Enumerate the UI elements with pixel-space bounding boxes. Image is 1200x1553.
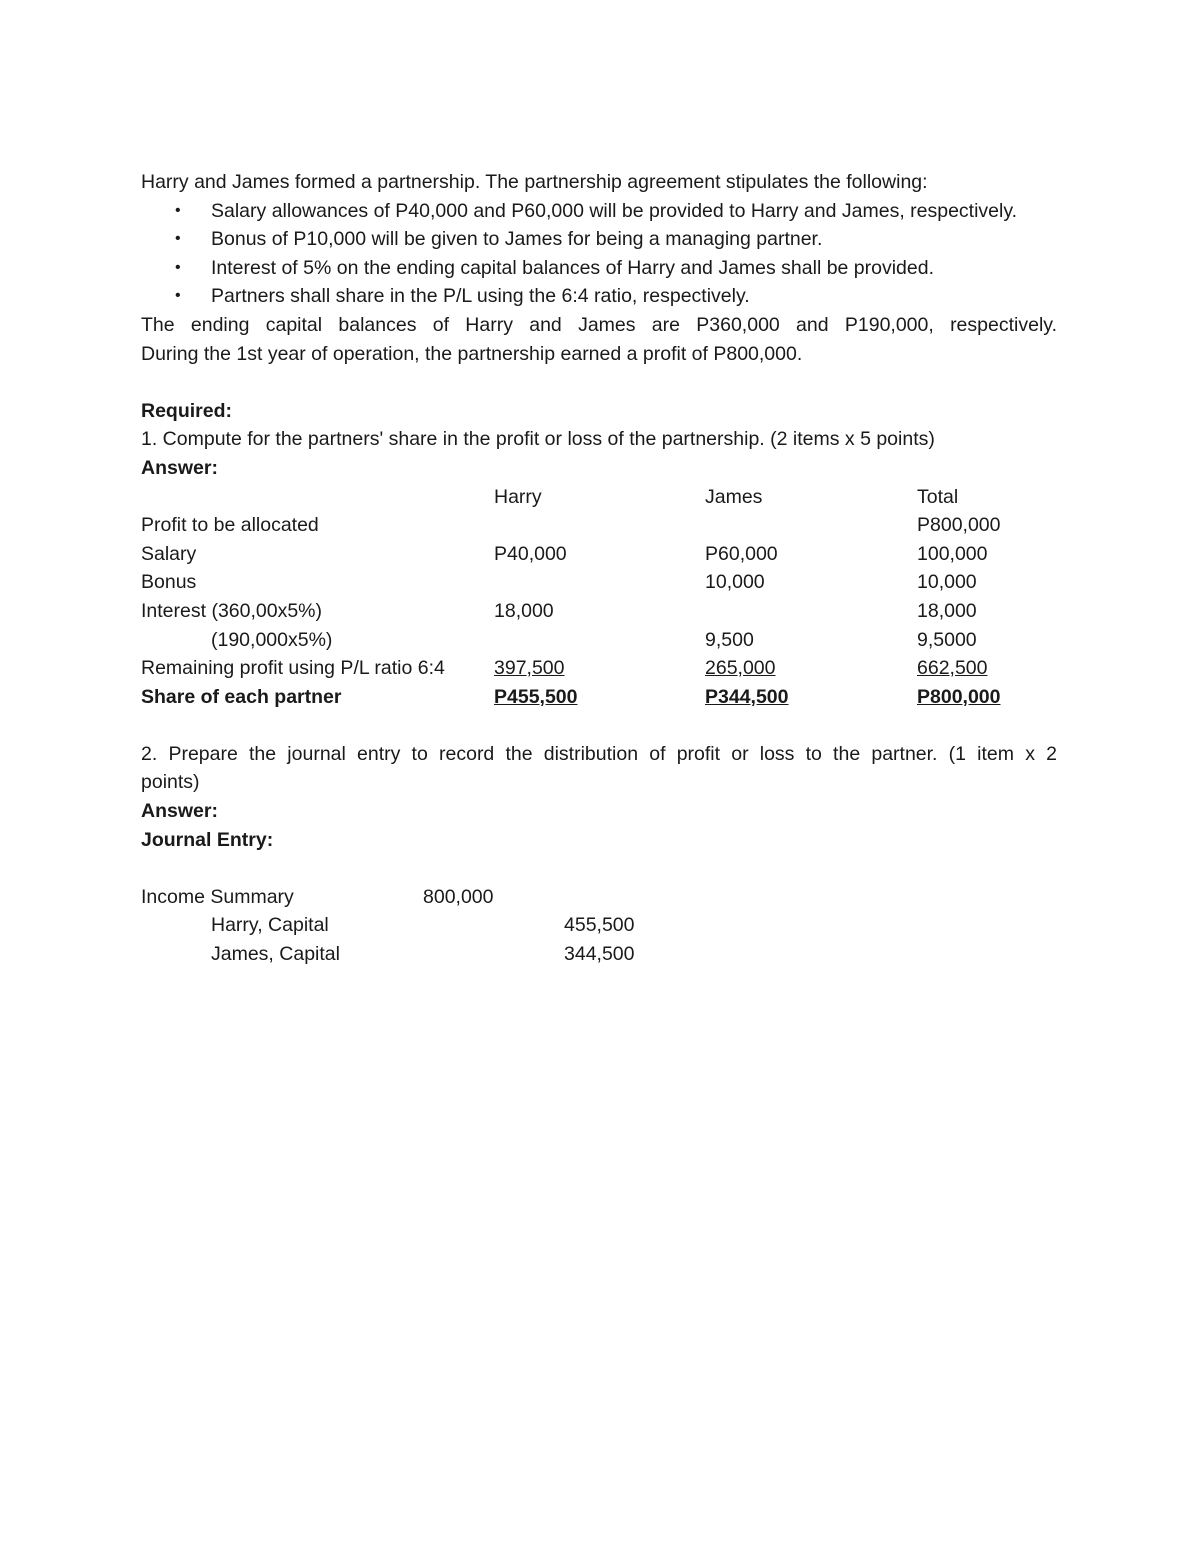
list-item-text: Bonus of P10,000 will be given to James for being a managing partner. (211, 228, 823, 251)
cell-total: 18,000 (917, 599, 977, 622)
row-label: Share of each partner (141, 685, 342, 708)
column-header-james: James (705, 485, 763, 508)
debit-amount: 800,000 (423, 885, 494, 908)
cell-total: P800,000 (917, 514, 1001, 537)
credit-amount: 344,500 (564, 943, 635, 966)
journal-row (141, 940, 1057, 969)
cell-james: 9,500 (705, 628, 754, 651)
cell-james: P60,000 (705, 542, 778, 565)
bullet-icon: • (175, 258, 181, 276)
question-2-continued: points) (141, 771, 200, 794)
table-row (141, 511, 1057, 540)
table-row (141, 654, 1057, 683)
cell-james: P344,500 (705, 685, 789, 708)
table-total-row (141, 683, 1057, 712)
column-header-total: Total (917, 485, 959, 508)
bullet-icon: • (175, 230, 181, 248)
cell-james: 10,000 (705, 571, 765, 594)
table-row (141, 626, 1057, 655)
cell-harry: 18,000 (494, 599, 554, 622)
list-item (141, 225, 1057, 254)
list-item-text: Partners shall share in the P/L using the 6:4 ratio, respectively. (211, 285, 750, 308)
row-label: Interest (360,00x5%) (141, 599, 323, 622)
row-label: (190,000x5%) (211, 628, 333, 651)
account-name: Harry, Capital (211, 914, 329, 937)
table-row (141, 597, 1057, 626)
bullet-icon: • (175, 201, 181, 219)
agreement-list (141, 197, 1057, 311)
list-item (141, 282, 1057, 311)
required-heading: Required: (141, 399, 233, 422)
cell-james: 265,000 (705, 657, 776, 680)
journal-entry (141, 883, 1057, 969)
row-label: Salary (141, 542, 197, 565)
row-label: Profit to be allocated (141, 514, 319, 537)
list-item-text: Interest of 5% on the ending capital balances of Harry and James shall be provided. (211, 256, 935, 279)
question-1: 1. Compute for the partners' share in the profit or loss of the partnership. (2 items x 5 points) (141, 428, 935, 451)
list-item (141, 197, 1057, 226)
answer-label: Answer: (141, 456, 218, 479)
profit-text: During the 1st year of operation, the partnership earned a profit of P800,000. (141, 342, 803, 365)
cell-total: 10,000 (917, 571, 977, 594)
table-row (141, 568, 1057, 597)
cell-total: 100,000 (917, 542, 988, 565)
question-2: 2. Prepare the journal entry to record the distribution of profit or loss to the partner. (1 item x 2 (141, 742, 1057, 765)
cell-total: 662,500 (917, 657, 988, 680)
intro-text: Harry and James formed a partnership. The partnership agreement stipulates the following: (141, 171, 928, 193)
journal-row (141, 883, 1057, 912)
list-item-text: Salary allowances of P40,000 and P60,000 will be provided to Harry and James, respectively. (211, 199, 1018, 222)
list-item (141, 254, 1057, 283)
cell-harry: P455,500 (494, 685, 578, 708)
cell-harry: 397,500 (494, 657, 565, 680)
answer-label: Answer: (141, 800, 218, 823)
bullet-icon: • (175, 287, 181, 305)
profit-allocation-table (141, 483, 1057, 712)
account-name: Income Summary (141, 885, 294, 908)
row-label: Remaining profit using P/L ratio 6:4 (141, 657, 445, 680)
column-header-harry: Harry (494, 485, 542, 508)
capital-balances-text: The ending capital balances of Harry and James are P360,000 and P190,000, respectively. (141, 313, 1057, 336)
table-row (141, 540, 1057, 569)
cell-harry: P40,000 (494, 542, 567, 565)
cell-total: 9,5000 (917, 628, 977, 651)
journal-row (141, 911, 1057, 940)
account-name: James, Capital (211, 943, 340, 966)
row-label: Bonus (141, 571, 197, 594)
cell-total: P800,000 (917, 685, 1001, 708)
table-header-row (141, 483, 1057, 512)
journal-entry-heading: Journal Entry: (141, 828, 274, 851)
document-page (141, 168, 1057, 969)
credit-amount: 455,500 (564, 914, 635, 937)
